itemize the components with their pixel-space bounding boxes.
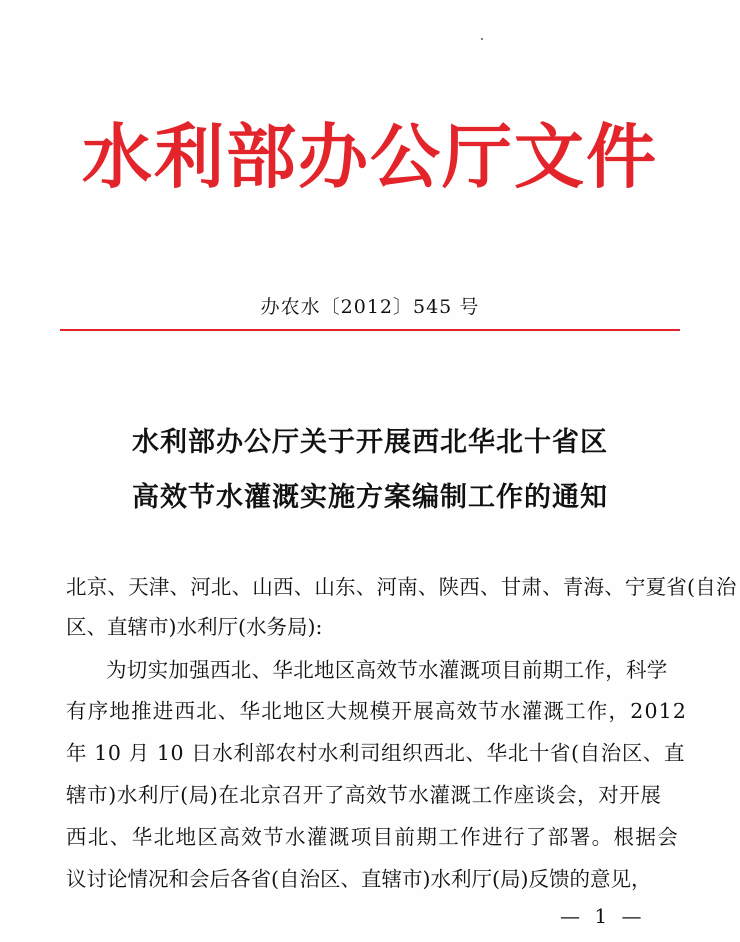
- body-paragraph-line-1: 为切实加强西北、华北地区高效节水灌溉项目前期工作，科学: [106, 658, 668, 682]
- red-separator-line: [60, 329, 680, 331]
- masthead-title: 水利部办公厅文件: [82, 115, 658, 198]
- notice-title-line-2: 高效节水灌溉实施方案编制工作的通知: [132, 482, 608, 513]
- body-paragraph-line-6: 议讨论情况和会后各省(自治区、直辖市)水利厅(局)反馈的意见，: [66, 867, 652, 891]
- scan-speck: [481, 38, 483, 40]
- body-paragraph-line-4: 辖市)水利厅(局)在北京召开了高效节水灌溉工作座谈会，对开展: [66, 783, 662, 807]
- body-paragraph-line-5: 西北、华北地区高效节水灌溉项目前期工作进行了部署。根据会: [66, 825, 680, 849]
- page-number: — 1 —: [560, 904, 646, 928]
- body-paragraph-line-2: 有序地推进西北、华北地区大规模开展高效节水灌溉工作，2012: [66, 699, 688, 723]
- document-number: 办农水〔2012〕545 号: [260, 296, 480, 318]
- notice-title-line-1: 水利部办公厅关于开展西北华北十省区: [132, 427, 608, 458]
- recipient-line-1: 北京、天津、河北、山西、山东、河南、陕西、甘肃、青海、宁夏省(自治: [66, 575, 737, 599]
- recipient-line-2: 区、直辖市)水利厅(水务局):: [66, 615, 323, 639]
- body-paragraph-line-3: 年 10 月 10 日水利部农村水利司组织西北、华北十省(自治区、直: [66, 741, 686, 765]
